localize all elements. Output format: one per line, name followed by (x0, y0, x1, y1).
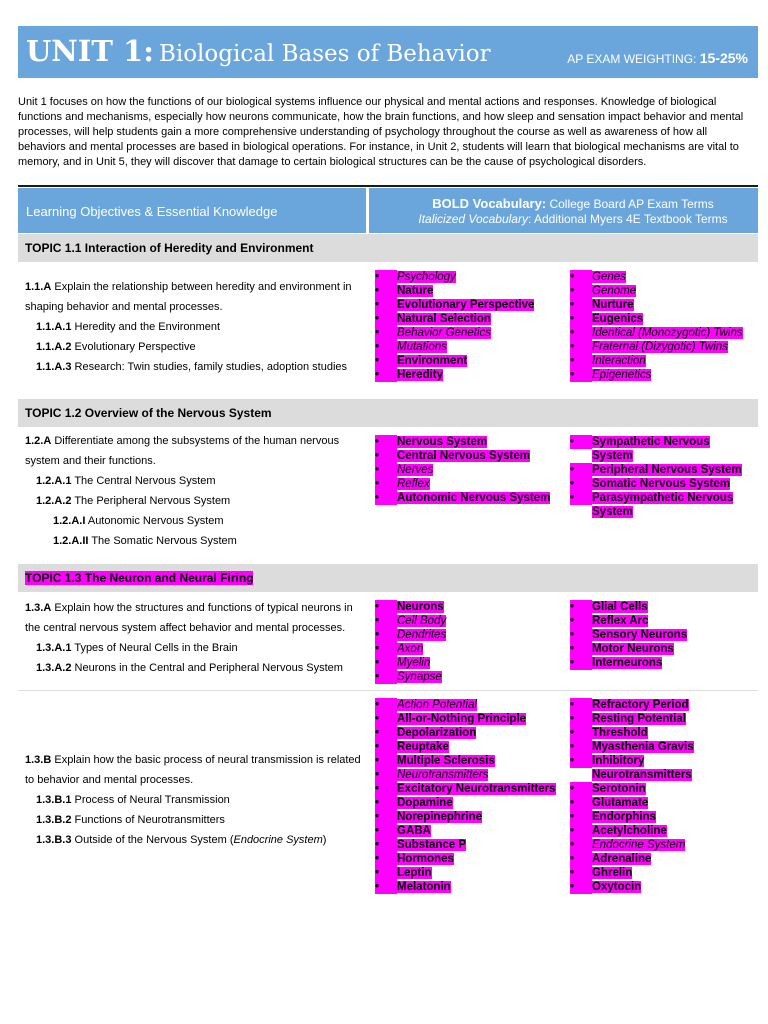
vocabulary-term (570, 782, 710, 796)
column-header (18, 188, 758, 233)
topic-title: TOPIC 1.2 Overview of the Nervous System (25, 406, 272, 420)
vocabulary-term (570, 726, 710, 740)
section-rule (18, 185, 758, 187)
vocabulary-list (375, 698, 560, 894)
vocabulary-term (375, 754, 560, 768)
vocabulary-term-text: Nervous System (397, 436, 488, 448)
vocabulary-list (375, 270, 560, 382)
vocabulary-term-text: Psychology (397, 271, 456, 283)
vocabulary-term-text: Motor Neurons (592, 643, 674, 655)
vocabulary-term-text: Sensory Neurons (592, 629, 688, 641)
topic-title: TOPIC 1.1 Interaction of Heredity and Environment (25, 241, 314, 255)
vocabulary-term (375, 491, 560, 505)
vocabulary-term-text: Myelin (397, 657, 431, 669)
objectives-column-title: Learning Objectives & Essential Knowledge (26, 204, 278, 219)
vocabulary-term (570, 824, 710, 838)
vocabulary-term (375, 866, 560, 880)
vocabulary-term (570, 810, 710, 824)
vocabulary-term-text: Substance P (397, 839, 467, 851)
ek-text: Outside of the Nervous System ( (71, 834, 234, 846)
vocabulary-term (570, 712, 710, 726)
objective-statement (25, 277, 365, 317)
essential-knowledge (25, 471, 365, 491)
ek-code: 1.2.A.II (53, 535, 89, 547)
vocabulary-term-text: Neurons (397, 601, 444, 613)
ek-text: The Somatic Nervous System (88, 535, 237, 547)
vocabulary-term (375, 435, 560, 449)
vocabulary-term-text: Melatonin (397, 881, 451, 893)
ek-code: 1.1.A.3 (36, 361, 72, 373)
vocabulary-term (570, 628, 755, 642)
vocabulary-term (375, 712, 560, 726)
vocabulary-term-text: Hormones (397, 853, 454, 865)
vocabulary-term (375, 726, 560, 740)
ek-text: Heredity and the Environment (71, 321, 221, 333)
vocabulary-column-title (388, 196, 758, 227)
vocabulary-term-text: Autonomic Nervous System (397, 492, 551, 504)
exam-weighting-value: 15-25% (699, 50, 748, 66)
ek-text: Types of Neural Cells in the Brain (71, 642, 238, 654)
vocabulary-term-text: Reuptake (397, 741, 449, 753)
vocabulary-term-text: Somatic Nervous System (592, 478, 731, 490)
ek-code: 1.3.A.1 (36, 642, 72, 654)
vocabulary-term-text: Eugenics (592, 313, 644, 325)
essential-knowledge (25, 790, 365, 810)
ek-emphasis: Endocrine System (233, 834, 323, 846)
vocabulary-term-text: Glial Cells (592, 601, 648, 613)
essential-knowledge (25, 658, 365, 678)
vocabulary-term-text: All-or-Nothing Principle (397, 713, 527, 725)
vocabulary-term (570, 354, 755, 368)
objective-text: Explain the relationship between heredity and environment in shaping behavior and mental processes. (25, 281, 352, 313)
vocabulary-term (570, 600, 755, 614)
vocabulary-term-text: Inhibitory Neurotransmitters (592, 755, 692, 781)
vocabulary-term-text: Interaction (592, 355, 646, 367)
essential-knowledge (25, 491, 365, 511)
ek-text: Process of Neural Transmission (71, 794, 230, 806)
vocabulary-term (570, 880, 710, 894)
vocabulary-term-text: Natural Selection (397, 313, 491, 325)
vocabulary-term (375, 740, 560, 754)
vocabulary-term-text: Resting Potential (592, 713, 686, 725)
vocab-bold-label: BOLD Vocabulary: (432, 196, 547, 211)
vocabulary-term (570, 740, 710, 754)
essential-knowledge (25, 357, 365, 377)
vocab-italic-label: Italicized Vocabulary (418, 212, 528, 226)
vocabulary-term-text: GABA (397, 825, 431, 837)
vocabulary-term (375, 852, 560, 866)
vocab-bold-text: College Board AP Exam Terms (546, 197, 714, 211)
row-divider (18, 690, 758, 691)
ek-code: 1.3.B.3 (36, 834, 72, 846)
vocabulary-term (570, 312, 755, 326)
vocabulary-term (375, 477, 560, 491)
vocabulary-term-text: Central Nervous System (397, 450, 530, 462)
column-separator (366, 188, 369, 233)
vocabulary-term (570, 796, 710, 810)
vocabulary-term (570, 435, 750, 463)
vocabulary-term (375, 810, 560, 824)
vocabulary-term-text: Ghrelin (592, 867, 633, 879)
objective-code: 1.2.A (25, 435, 52, 447)
vocabulary-term (375, 628, 560, 642)
vocabulary-term-text: Identical (Monozygotic) Twins (592, 327, 743, 339)
vocabulary-term (375, 368, 560, 382)
essential-knowledge (25, 511, 365, 531)
vocabulary-term-text: Mutations (397, 341, 447, 353)
vocabulary-term (375, 284, 560, 298)
ek-text: Research: Twin studies, family studies, adoption studies (71, 361, 348, 373)
vocabulary-term-text: Nature (397, 285, 434, 297)
essential-knowledge (25, 638, 365, 658)
vocabulary-term (375, 656, 560, 670)
objective-text: Explain how the structures and functions of typical neurons in the central nervous system affect behavior and mental processes. (25, 602, 353, 634)
essential-knowledge (25, 337, 365, 357)
vocabulary-term (375, 698, 560, 712)
vocabulary-term (375, 782, 560, 796)
vocabulary-term-text: Neurotransmitters (397, 769, 489, 781)
ek-code: 1.2.A.2 (36, 495, 72, 507)
ek-text: Autonomic Nervous System (85, 515, 224, 527)
ek-code: 1.3.B.2 (36, 814, 72, 826)
vocabulary-term (570, 463, 750, 477)
ek-code: 1.2.A.I (53, 515, 86, 527)
essential-knowledge (25, 810, 365, 830)
ek-code: 1.1.A.1 (36, 321, 72, 333)
topic-heading (18, 234, 758, 262)
ek-code: 1.3.A.2 (36, 662, 72, 674)
vocabulary-term-text: Epigenetics (592, 369, 652, 381)
vocabulary-term (375, 340, 560, 354)
vocabulary-term (375, 642, 560, 656)
vocabulary-term-text: Parasympathetic Nervous System (592, 492, 734, 518)
vocabulary-list (570, 270, 755, 382)
vocabulary-term-text: Depolarization (397, 727, 477, 739)
vocabulary-term-text: Leptin (397, 867, 432, 879)
objective-statement (25, 431, 365, 471)
vocabulary-term (375, 312, 560, 326)
vocabulary-term (375, 768, 560, 782)
learning-objective (25, 277, 365, 377)
vocabulary-list (570, 698, 710, 894)
ek-text: The Central Nervous System (71, 475, 216, 487)
ek-text: Functions of Neurotransmitters (71, 814, 225, 826)
ek-code: 1.3.B.1 (36, 794, 72, 806)
vocabulary-term-text: Endorphins (592, 811, 656, 823)
vocabulary-list (570, 600, 755, 670)
vocab-italic-text: : Additional Myers 4E Textbook Terms (527, 212, 728, 226)
vocabulary-term-text: Reflex Arc (592, 615, 649, 627)
vocabulary-term-text: Sympathetic Nervous System (592, 436, 710, 462)
vocabulary-term (375, 449, 560, 463)
vocabulary-list (570, 435, 750, 519)
topic-heading (18, 564, 758, 592)
vocabulary-term (375, 326, 560, 340)
vocabulary-term (375, 670, 560, 684)
vocabulary-term (570, 698, 710, 712)
ek-code: 1.1.A.2 (36, 341, 72, 353)
vocabulary-term (375, 838, 560, 852)
vocabulary-term (375, 824, 560, 838)
vocabulary-term (570, 340, 755, 354)
vocabulary-term (375, 614, 560, 628)
unit-title (26, 33, 491, 72)
vocabulary-term-text: Excitatory Neurotransmitters (397, 783, 556, 795)
vocabulary-term (375, 298, 560, 312)
ek-tail: ) (322, 834, 327, 846)
objective-text: Explain how the basic process of neural transmission is related to behavior and mental processes. (25, 754, 361, 786)
vocabulary-term (375, 354, 560, 368)
vocabulary-term-text: Peripheral Nervous System (592, 464, 742, 476)
vocabulary-term-text: Glutamate (592, 797, 649, 809)
topic-title: TOPIC 1.3 The Neuron and Neural Firing (25, 571, 254, 585)
vocabulary-term (375, 270, 560, 284)
essential-knowledge (25, 317, 365, 337)
vocabulary-term (570, 491, 750, 519)
vocabulary-term-text: Oxytocin (592, 881, 642, 893)
vocabulary-term-text: Action Potential (397, 699, 477, 711)
vocabulary-term-text: Fraternal (Dizygotic) Twins (592, 341, 728, 353)
vocabulary-term-text: Threshold (592, 727, 648, 739)
unit-header (18, 26, 758, 78)
learning-objective (25, 598, 365, 678)
vocabulary-list (375, 600, 560, 684)
exam-weighting (567, 50, 748, 67)
unit-number: UNIT 1: (26, 34, 154, 68)
vocabulary-term-text: Nurture (592, 299, 634, 311)
vocabulary-term-text: Refractory Period (592, 699, 689, 711)
topic-heading (18, 399, 758, 427)
vocabulary-term-text: Genes (592, 271, 626, 283)
objective-statement (25, 750, 365, 790)
vocabulary-term-text: Acetylcholine (592, 825, 667, 837)
vocabulary-term-text: Evolutionary Perspective (397, 299, 535, 311)
vocabulary-term (570, 656, 755, 670)
unit-name: Biological Bases of Behavior (158, 41, 491, 67)
vocabulary-term (570, 852, 710, 866)
vocabulary-list (375, 435, 560, 505)
vocabulary-term-text: Adrenaline (592, 853, 652, 865)
vocabulary-term (570, 298, 755, 312)
vocabulary-term-text: Reflex (397, 478, 430, 490)
objective-code: 1.1.A (25, 281, 52, 293)
vocabulary-term-text: Dopamine (397, 797, 453, 809)
vocabulary-term-text: Serotonin (592, 783, 646, 795)
vocabulary-term-text: Synapse (397, 671, 442, 683)
objective-text: Differentiate among the subsystems of the human nervous system and their functions. (25, 435, 340, 467)
vocabulary-term (375, 600, 560, 614)
vocabulary-term-text: Endocrine System (592, 839, 686, 851)
vocabulary-term (570, 642, 755, 656)
vocabulary-term (570, 477, 750, 491)
learning-objective (25, 431, 365, 551)
vocabulary-term (570, 754, 710, 782)
vocabulary-term-text: Interneurons (592, 657, 663, 669)
vocabulary-term (375, 463, 560, 477)
objective-code: 1.3.B (25, 754, 52, 766)
ek-text: The Peripheral Nervous System (71, 495, 231, 507)
vocabulary-term (375, 880, 560, 894)
vocabulary-term-text: Heredity (397, 369, 444, 381)
ek-text: Evolutionary Perspective (71, 341, 196, 353)
essential-knowledge (25, 830, 365, 850)
vocabulary-term-text: Behavior Genetics (397, 327, 491, 339)
vocabulary-term (570, 614, 755, 628)
vocabulary-term (570, 270, 755, 284)
vocabulary-term (570, 326, 755, 340)
learning-objective (25, 750, 365, 850)
vocabulary-term-text: Nerves (397, 464, 434, 476)
vocabulary-term (570, 866, 710, 880)
vocabulary-term (570, 368, 755, 382)
exam-weighting-label: AP EXAM WEIGHTING: (567, 52, 697, 66)
objective-code: 1.3.A (25, 602, 52, 614)
vocabulary-term (570, 284, 755, 298)
vocabulary-term-text: Environment (397, 355, 468, 367)
ek-text: Neurons in the Central and Peripheral Nervous System (71, 662, 343, 674)
vocabulary-term-text: Multiple Sclerosis (397, 755, 495, 767)
vocabulary-term-text: Genome (592, 285, 637, 297)
vocabulary-term (570, 838, 710, 852)
vocabulary-term-text: Norepinephrine (397, 811, 482, 823)
vocabulary-term-text: Axon (397, 643, 424, 655)
unit-intro: Unit 1 focuses on how the functions of our biological systems influence our physical and mental actions and responses. Knowledge of biological functions and mechanisms, especially how neurons communicate, how the brain functions, and how sleep and sensation impact behavior and mental processes, will help students gain a more comprehensive understanding of psychology throughout the course as well as awareness of how all behaviors and mental processes are based in biological operations. For instance, in Unit 2, students will learn that biological mechanisms are vital to memory, and in Unit 5, they will discover that damage to certain biological structures can be the cause of psychological disorders. (18, 96, 744, 168)
objective-statement (25, 598, 365, 638)
vocabulary-term-text: Dendrites (397, 629, 447, 641)
essential-knowledge (25, 531, 365, 551)
ek-code: 1.2.A.1 (36, 475, 72, 487)
vocabulary-term (375, 796, 560, 810)
vocabulary-term-text: Myasthenia Gravis (592, 741, 694, 753)
vocabulary-term-text: Cell Body (397, 615, 447, 627)
